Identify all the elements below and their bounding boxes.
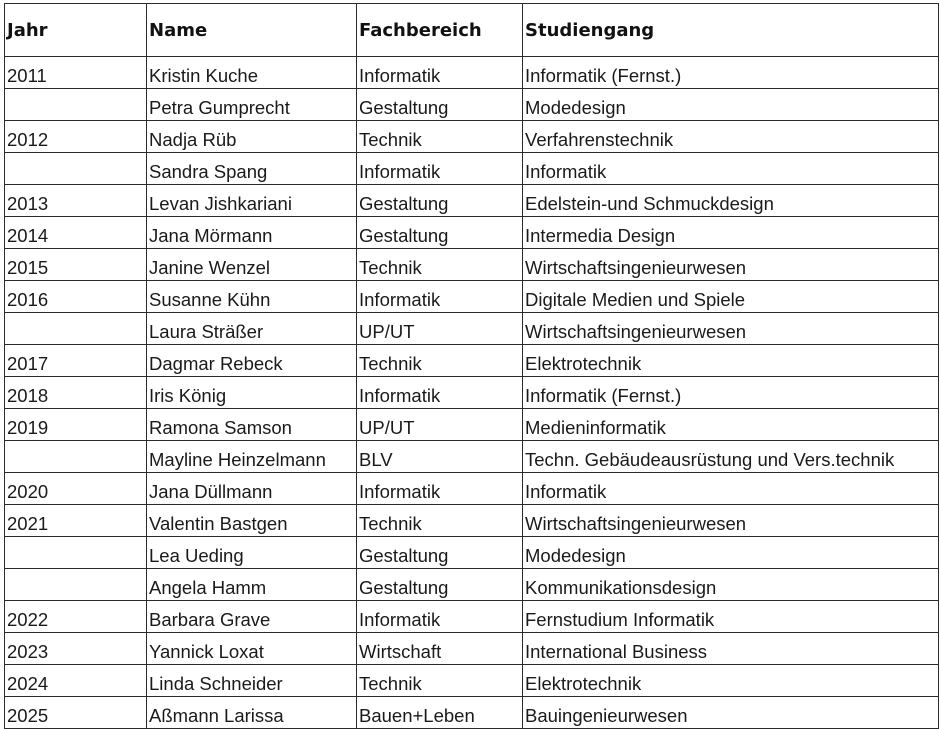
cell-fachbereich: Gestaltung [357, 185, 523, 217]
cell-studiengang: Kommunikationsdesign [523, 569, 939, 601]
cell-fachbereich: Informatik [357, 153, 523, 185]
awards-table [4, 3, 939, 729]
cell-fachbereich: Informatik [357, 57, 523, 89]
cell-studiengang: Informatik [523, 153, 939, 185]
table-row [5, 377, 939, 409]
cell-name: Dagmar Rebeck [147, 345, 357, 377]
table-row [5, 249, 939, 281]
cell-studiengang: Medieninformatik [523, 409, 939, 441]
cell-fachbereich: Gestaltung [357, 89, 523, 121]
cell-studiengang: Edelstein-und Schmuckdesign [523, 185, 939, 217]
table-row [5, 121, 939, 153]
cell-name: Barbara Grave [147, 601, 357, 633]
cell-jahr: 2012 [5, 121, 147, 153]
cell-fachbereich: Informatik [357, 601, 523, 633]
cell-name: Aßmann Larissa [147, 697, 357, 729]
cell-name: Iris König [147, 377, 357, 409]
table-row [5, 313, 939, 345]
cell-jahr [5, 153, 147, 185]
cell-studiengang: Wirtschaftsingenieurwesen [523, 249, 939, 281]
cell-jahr [5, 89, 147, 121]
cell-jahr: 2013 [5, 185, 147, 217]
cell-fachbereich: Gestaltung [357, 569, 523, 601]
cell-name: Ramona Samson [147, 409, 357, 441]
cell-studiengang: Verfahrenstechnik [523, 121, 939, 153]
cell-jahr [5, 313, 147, 345]
cell-name: Susanne Kühn [147, 281, 357, 313]
cell-jahr: 2017 [5, 345, 147, 377]
header-name: Name [147, 4, 357, 57]
table-row [5, 505, 939, 537]
cell-fachbereich: Gestaltung [357, 537, 523, 569]
cell-name: Valentin Bastgen [147, 505, 357, 537]
header-fachbereich: Fachbereich [357, 4, 523, 57]
cell-studiengang: Wirtschaftsingenieurwesen [523, 505, 939, 537]
cell-name: Angela Hamm [147, 569, 357, 601]
cell-jahr: 2020 [5, 473, 147, 505]
cell-fachbereich: Informatik [357, 473, 523, 505]
cell-name: Jana Mörmann [147, 217, 357, 249]
cell-studiengang: Elektrotechnik [523, 345, 939, 377]
table-body [5, 57, 939, 729]
cell-studiengang: Elektrotechnik [523, 665, 939, 697]
cell-fachbereich: UP/UT [357, 313, 523, 345]
cell-jahr: 2015 [5, 249, 147, 281]
cell-name: Laura Sträßer [147, 313, 357, 345]
cell-name: Jana Düllmann [147, 473, 357, 505]
cell-name: Sandra Spang [147, 153, 357, 185]
cell-fachbereich: Technik [357, 665, 523, 697]
table-row [5, 409, 939, 441]
header-studiengang: Studiengang [523, 4, 939, 57]
table-row [5, 633, 939, 665]
cell-jahr [5, 537, 147, 569]
header-row [5, 4, 939, 57]
cell-fachbereich: Bauen+Leben [357, 697, 523, 729]
table-row [5, 697, 939, 729]
cell-studiengang: Fernstudium Informatik [523, 601, 939, 633]
table-row [5, 153, 939, 185]
cell-fachbereich: BLV [357, 441, 523, 473]
table-row [5, 345, 939, 377]
table-row [5, 473, 939, 505]
cell-fachbereich: UP/UT [357, 409, 523, 441]
table-row [5, 57, 939, 89]
cell-jahr: 2022 [5, 601, 147, 633]
cell-studiengang: Digitale Medien und Spiele [523, 281, 939, 313]
cell-jahr: 2023 [5, 633, 147, 665]
cell-name: Yannick Loxat [147, 633, 357, 665]
table-row [5, 601, 939, 633]
cell-studiengang: Intermedia Design [523, 217, 939, 249]
cell-jahr: 2016 [5, 281, 147, 313]
cell-jahr: 2021 [5, 505, 147, 537]
cell-fachbereich: Informatik [357, 281, 523, 313]
cell-fachbereich: Gestaltung [357, 217, 523, 249]
table-row [5, 89, 939, 121]
cell-studiengang: Modedesign [523, 537, 939, 569]
cell-name: Petra Gumprecht [147, 89, 357, 121]
table-row [5, 217, 939, 249]
cell-jahr: 2019 [5, 409, 147, 441]
cell-name: Janine Wenzel [147, 249, 357, 281]
table-row [5, 665, 939, 697]
cell-name: Linda Schneider [147, 665, 357, 697]
cell-fachbereich: Technik [357, 345, 523, 377]
cell-name: Nadja Rüb [147, 121, 357, 153]
cell-fachbereich: Informatik [357, 377, 523, 409]
cell-jahr: 2014 [5, 217, 147, 249]
cell-name: Lea Ueding [147, 537, 357, 569]
table-row [5, 185, 939, 217]
table-row [5, 441, 939, 473]
cell-jahr [5, 569, 147, 601]
header-jahr: Jahr [5, 4, 147, 57]
cell-studiengang: Wirtschaftsingenieurwesen [523, 313, 939, 345]
cell-fachbereich: Technik [357, 505, 523, 537]
table-row [5, 537, 939, 569]
cell-fachbereich: Technik [357, 249, 523, 281]
cell-studiengang: Techn. Gebäudeausrüstung und Vers.technik [523, 441, 939, 473]
cell-name: Kristin Kuche [147, 57, 357, 89]
spreadsheet-table-container [4, 3, 938, 726]
cell-studiengang: International Business [523, 633, 939, 665]
cell-studiengang: Modedesign [523, 89, 939, 121]
table-row [5, 281, 939, 313]
cell-jahr: 2024 [5, 665, 147, 697]
table-row [5, 569, 939, 601]
cell-studiengang: Informatik [523, 473, 939, 505]
cell-fachbereich: Wirtschaft [357, 633, 523, 665]
cell-jahr: 2025 [5, 697, 147, 729]
cell-jahr: 2018 [5, 377, 147, 409]
cell-name: Levan Jishkariani [147, 185, 357, 217]
cell-jahr: 2011 [5, 57, 147, 89]
cell-jahr [5, 441, 147, 473]
cell-fachbereich: Technik [357, 121, 523, 153]
cell-studiengang: Informatik (Fernst.) [523, 377, 939, 409]
cell-studiengang: Informatik (Fernst.) [523, 57, 939, 89]
cell-studiengang: Bauingenieurwesen [523, 697, 939, 729]
cell-name: Mayline Heinzelmann [147, 441, 357, 473]
